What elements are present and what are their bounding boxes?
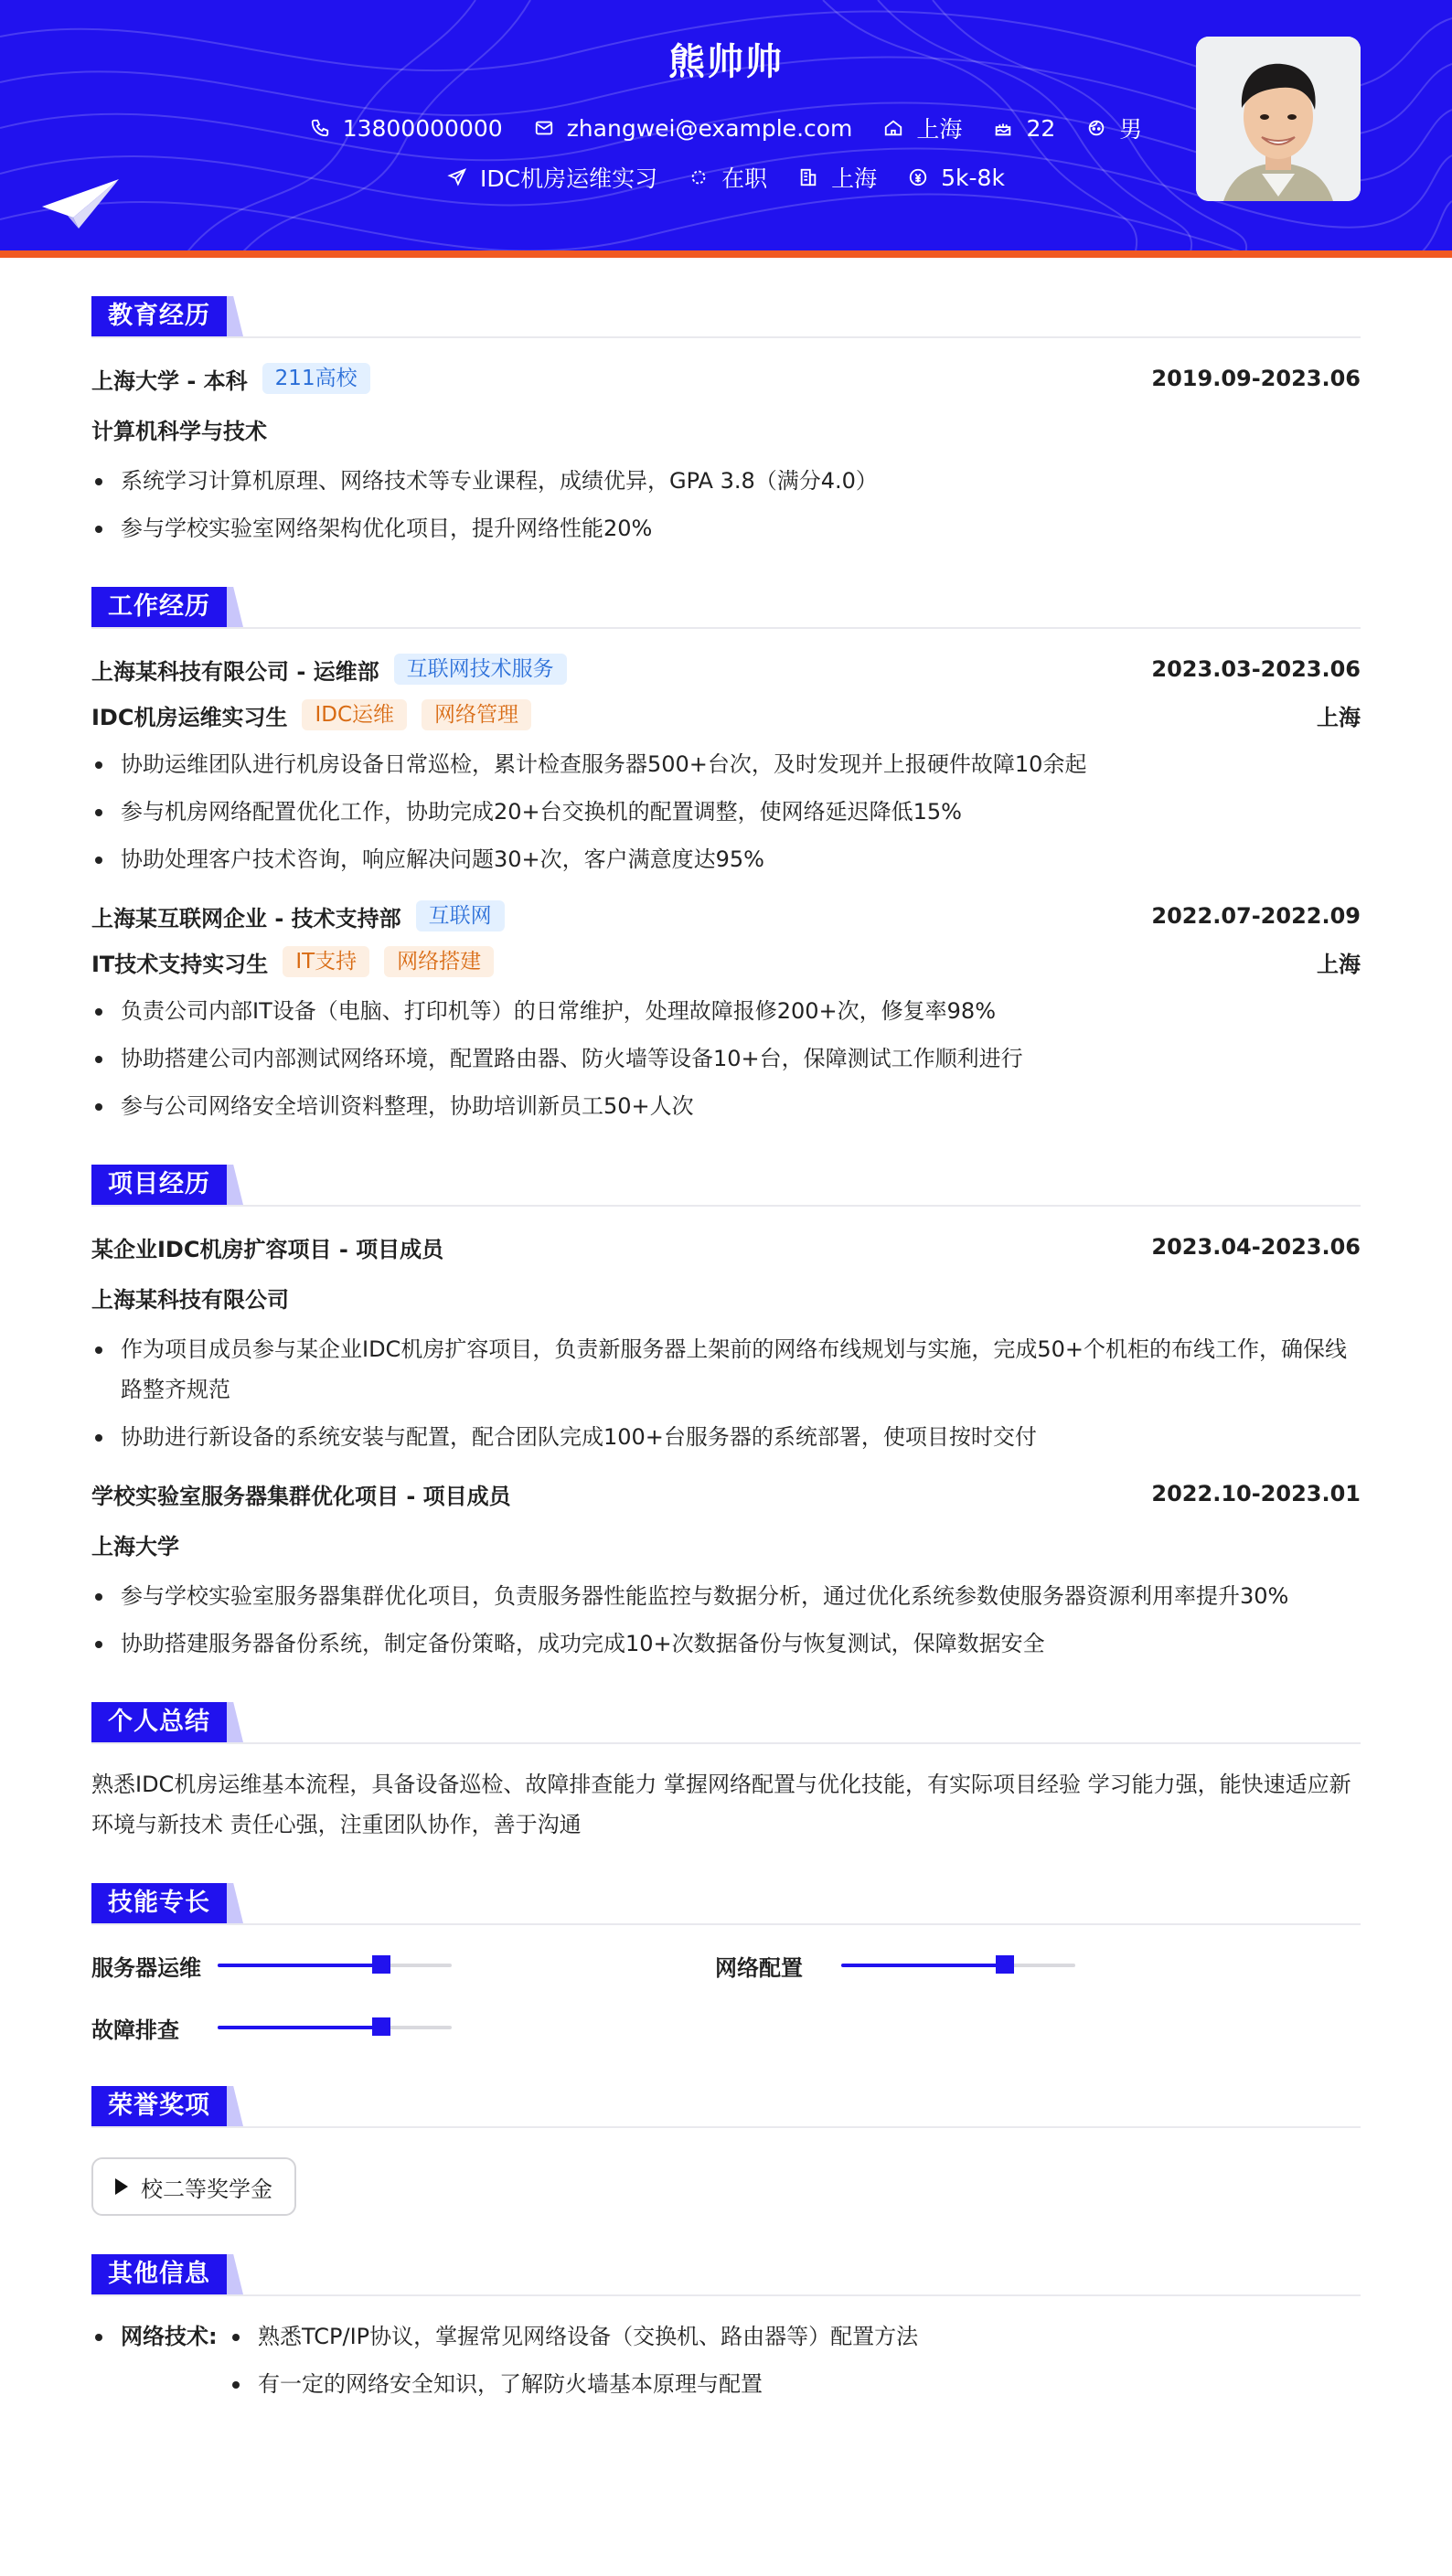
award-label: 校二等奖学金	[141, 2176, 272, 2202]
entry-header	[91, 896, 1361, 936]
section-title: 项目经历	[91, 1165, 227, 1205]
skill-label: 故障排查	[91, 2017, 179, 2043]
honors-section	[91, 2086, 1361, 2216]
section-header	[91, 2086, 1361, 2128]
award-badge	[91, 2157, 296, 2216]
section-title: 其他信息	[91, 2254, 227, 2294]
skill-bar-knob	[372, 2017, 390, 2036]
work-entry	[91, 896, 1361, 1126]
list-item: 参与机房网络配置优化工作，协助完成20+台交换机的配置调整，使网络延迟降低15%	[91, 792, 1361, 832]
skill-item	[715, 1945, 1339, 1985]
entry-date: 2022.10-2023.01	[1151, 1481, 1361, 1506]
section-header	[91, 587, 1361, 629]
section-header	[91, 296, 1361, 338]
industry-tag: 互联网	[416, 900, 505, 931]
skill-bar-knob	[996, 1955, 1014, 1974]
entry-date: 2022.07-2022.09	[1151, 903, 1361, 929]
projects-section	[91, 1165, 1361, 1664]
resume-header	[0, 0, 1452, 258]
position-name: IT技术支持实习生	[91, 951, 269, 977]
school-tag: 211高校	[262, 363, 370, 394]
section-title: 荣誉奖项	[91, 2086, 227, 2126]
major-name: 计算机科学与技术	[91, 419, 267, 444]
mail-icon	[534, 118, 554, 138]
age-item	[993, 115, 1055, 142]
project-entry	[91, 1227, 1361, 1457]
industry-tag: 互联网技术服务	[394, 654, 567, 685]
phone-icon	[310, 118, 330, 138]
profile-photo	[1196, 37, 1361, 201]
bullet-list	[91, 1576, 1361, 1664]
other-info-item	[91, 2316, 1361, 2411]
salary-text: 5k-8k	[941, 164, 1005, 191]
education-entry	[91, 358, 1361, 548]
skill-bar-fill	[841, 1964, 1005, 1967]
entry-header	[91, 358, 1361, 399]
skill-item	[91, 1945, 715, 1985]
status-icon	[689, 167, 709, 187]
section-header	[91, 1165, 1361, 1207]
project-name: 学校实验室服务器集群优化项目 - 项目成员	[91, 1483, 511, 1509]
building-icon	[798, 167, 818, 187]
phone-item	[310, 115, 503, 142]
work-entry	[91, 649, 1361, 879]
summary-section	[91, 1702, 1361, 1845]
project-name: 某企业IDC机房扩容项目 - 项目成员	[91, 1236, 444, 1262]
entry-header	[91, 649, 1361, 689]
skill-tag: IDC运维	[302, 699, 407, 730]
project-org: 上海大学	[91, 1534, 179, 1559]
school-name: 上海大学 - 本科	[91, 367, 248, 394]
cake-icon	[993, 118, 1013, 138]
target-job-text: IDC机房运维实习	[480, 165, 658, 192]
position-row	[91, 695, 1361, 735]
list-item: 协助搭建公司内部测试网络环境，配置路由器、防火墙等设备10+台，保障测试工作顺利进行	[91, 1038, 1361, 1079]
list-item: 协助运维团队进行机房设备日常巡检，累计检查服务器500+台次，及时发现并上报硬件故障10余起	[91, 744, 1361, 784]
bullet-list	[91, 1329, 1361, 1457]
candidate-name: 熊帅帅	[668, 41, 784, 83]
skill-bar-fill	[218, 2026, 381, 2029]
money-icon	[908, 167, 928, 187]
gender-icon	[1086, 118, 1106, 138]
resume-body	[91, 296, 1361, 2450]
target-city-text: 上海	[831, 165, 878, 192]
email-item	[534, 115, 853, 142]
summary-text: 熟悉IDC机房运维基本流程，具备设备巡检、故障排查能力 掌握网络配置与优化技能，有实际项目经验 学习能力强，能快速适应新环境与新技术 责任心强，注重团队协作，善于沟通	[91, 1772, 1351, 1837]
entry-date: 2023.03-2023.06	[1151, 656, 1361, 682]
city-item	[883, 112, 962, 144]
skill-label: 服务器运维	[91, 1954, 201, 1981]
skill-bar-knob	[372, 1955, 390, 1974]
header-stripe	[0, 250, 1452, 258]
send-icon	[447, 167, 467, 187]
company-name: 上海某互联网企业 - 技术支持部	[91, 905, 401, 931]
position-name: IDC机房运维实习生	[91, 704, 288, 730]
skill-item	[91, 2007, 715, 2048]
other-info-key: 网络技术:	[91, 2316, 229, 2411]
list-item: 系统学习计算机原理、网络技术等专业课程，成绩优异，GPA 3.8（满分4.0）	[91, 461, 1361, 501]
list-item: 协助搭建服务器备份系统，制定备份策略，成功完成10+次数据备份与恢复测试，保障数据安全	[91, 1623, 1361, 1664]
list-item: 负责公司内部IT设备（电脑、打印机等）的日常维护，处理故障报修200+次，修复率98%	[91, 991, 1361, 1031]
target-job-item	[447, 161, 657, 194]
section-header	[91, 2254, 1361, 2296]
skill-tag: 网络管理	[422, 699, 531, 730]
status-item	[689, 161, 767, 194]
skill-bar	[841, 1964, 1075, 1967]
bullet-list	[229, 2316, 918, 2411]
email-text: zhangwei@example.com	[566, 114, 853, 142]
entry-date: 2023.04-2023.06	[1151, 1234, 1361, 1260]
project-org: 上海某科技有限公司	[91, 1287, 289, 1313]
list-item: 有一定的网络安全知识，了解防火墙基本原理与配置	[229, 2364, 918, 2404]
work-city: 上海	[1317, 951, 1361, 977]
skill-bar	[218, 2026, 452, 2029]
section-header	[91, 1702, 1361, 1744]
list-item: 协助处理客户技术咨询，响应解决问题30+次，客户满意度达95%	[91, 839, 1361, 879]
section-title: 工作经历	[91, 587, 227, 627]
position-row	[91, 942, 1361, 982]
work-city: 上海	[1317, 704, 1361, 730]
project-entry	[91, 1474, 1361, 1664]
target-city-item	[798, 161, 877, 194]
skills-grid	[91, 1945, 1361, 2048]
bullet-list	[91, 744, 1361, 879]
home-icon	[883, 118, 903, 138]
section-title: 教育经历	[91, 296, 227, 336]
bullet-list	[91, 461, 1361, 548]
skill-label: 网络配置	[715, 1954, 803, 1981]
phone-text: 13800000000	[342, 114, 503, 142]
list-item: 熟悉TCP/IP协议，掌握常见网络设备（交换机、路由器等）配置方法	[229, 2316, 918, 2357]
entry-header	[91, 1474, 1361, 1514]
skill-bar-fill	[218, 1964, 381, 1967]
entry-header	[91, 1227, 1361, 1267]
skill-tag: IT支持	[283, 946, 369, 977]
work-section	[91, 587, 1361, 1126]
skills-section	[91, 1883, 1361, 2048]
section-title: 技能专长	[91, 1883, 227, 1923]
gender-text: 男	[1119, 116, 1143, 143]
list-item: 协助进行新设备的系统安装与配置，配合团队完成100+台服务器的系统部署，使项目按时交付	[91, 1417, 1361, 1457]
status-text: 在职	[721, 165, 768, 192]
company-name: 上海某科技有限公司 - 运维部	[91, 658, 379, 685]
skill-tag: 网络搭建	[384, 946, 494, 977]
skill-bar	[218, 1964, 452, 1967]
section-title: 个人总结	[91, 1702, 227, 1742]
list-item: 作为项目成员参与某企业IDC机房扩容项目，负责新服务器上架前的网络布线规划与实施，完成50+个机柜的布线工作，确保线路整齐规范	[91, 1329, 1361, 1410]
salary-item	[908, 165, 1005, 191]
city-text: 上海	[916, 116, 963, 143]
education-section	[91, 296, 1361, 548]
other-section	[91, 2254, 1361, 2411]
list-item: 参与公司网络安全培训资料整理，协助培训新员工50+人次	[91, 1086, 1361, 1126]
age-text: 22	[1026, 114, 1056, 142]
gender-item	[1086, 112, 1142, 144]
list-item: 参与学校实验室网络架构优化项目，提升网络性能20%	[91, 508, 1361, 548]
section-header	[91, 1883, 1361, 1925]
list-item: 参与学校实验室服务器集群优化项目，负责服务器性能监控与数据分析，通过优化系统参数使服务器资源利用率提升30%	[91, 1576, 1361, 1616]
bullet-list	[91, 991, 1361, 1126]
play-triangle-icon	[115, 2178, 128, 2195]
entry-date: 2019.09-2023.06	[1151, 366, 1361, 391]
